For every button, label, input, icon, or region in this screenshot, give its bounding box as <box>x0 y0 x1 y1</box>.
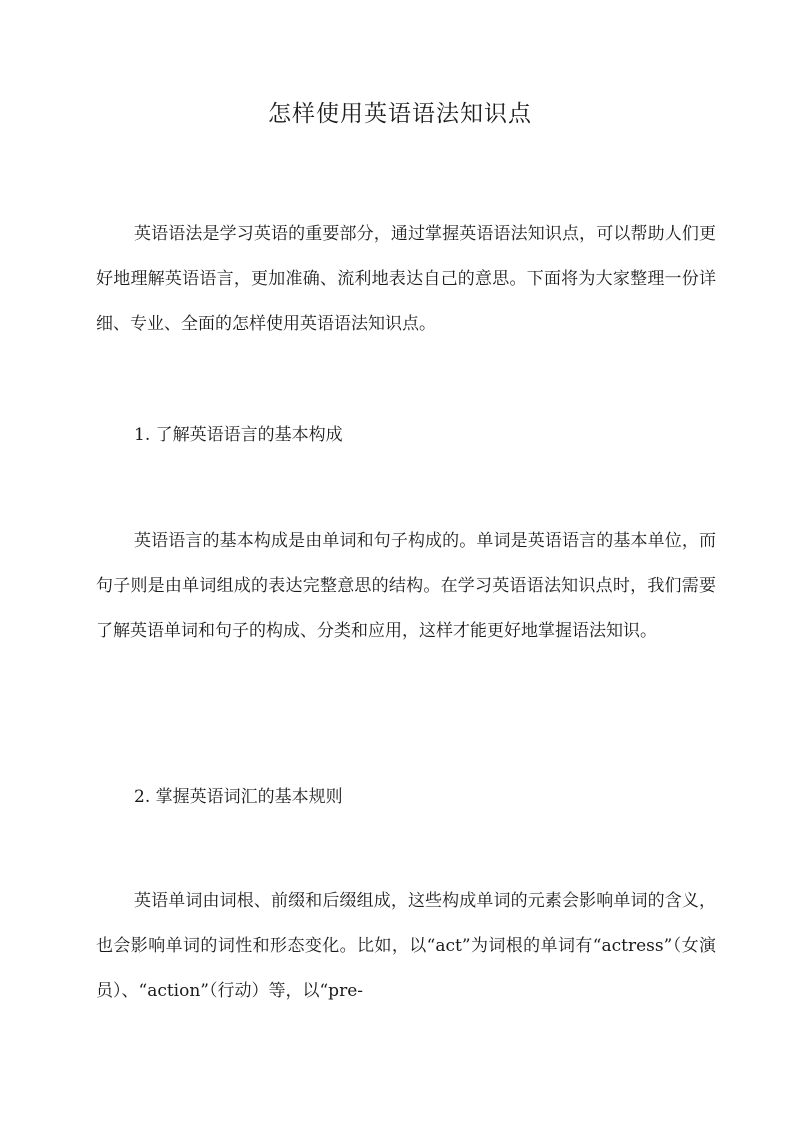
intro-paragraph: 英语语法是学习英语的重要部分，通过掌握英语语法知识点，可以帮助人们更好地理解英语语言，更加准确、流利地表达自己的意思。下面将为大家整理一份详细、专业、全面的怎样使用英语语法知识点。 <box>96 224 716 334</box>
section-heading-1: 1. 了解英语语言的基本构成 <box>134 425 343 445</box>
section-heading-2: 2. 掌握英语词汇的基本规则 <box>134 787 343 807</box>
section-1-paragraph: 英语语言的基本构成是由单词和句子构成的。单词是英语语言的基本单位，而句子则是由单词组成的表达完整意思的结构。在学习英语语法知识点时，我们需要了解英语单词和句子的构成、分类和应用，这样才能更好地掌握语法知识。 <box>96 531 716 641</box>
document-title: 怎样使用英语语法知识点 <box>268 101 532 127</box>
section-2-paragraph: 英语单词由词根、前缀和后缀组成，这些构成单词的元素会影响单词的含义，也会影响单词的词性和形态变化。比如，以“act”为词根的单词有“actress”（女演员）、“action”（行动）等，以“pre- <box>96 891 716 1001</box>
